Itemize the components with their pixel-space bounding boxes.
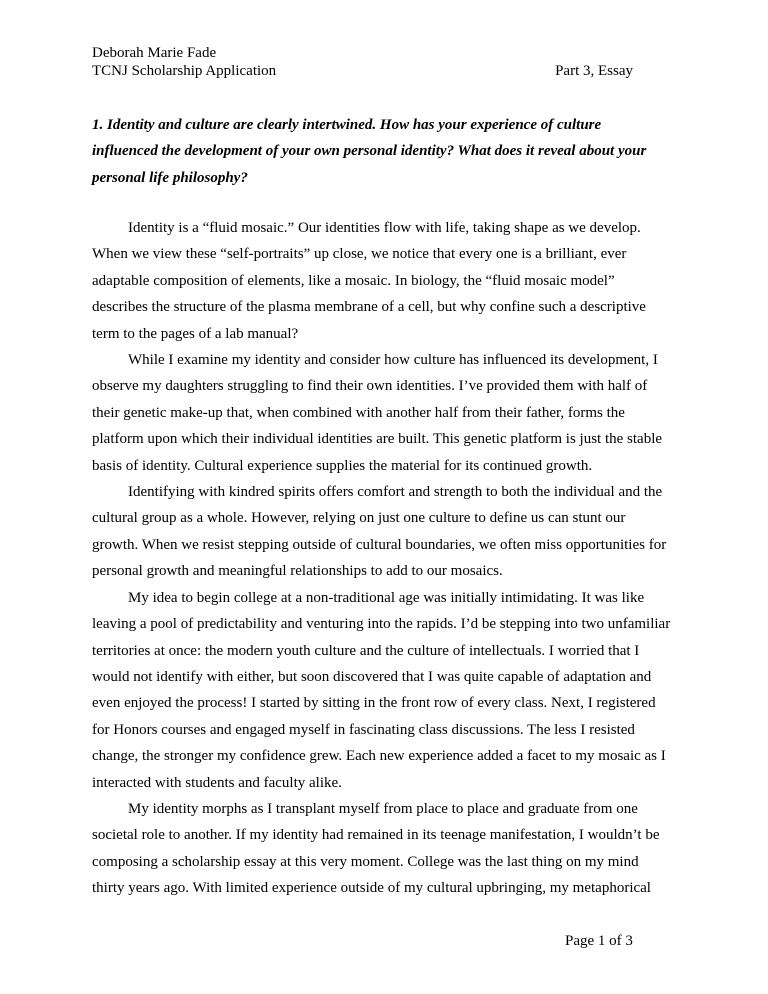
text-line: personal growth and meaningful relationships to add to our mosaics.	[92, 563, 503, 580]
text-line: Identity is a “fluid mosaic.” Our identities flow with life, taking shape as we develop.	[128, 220, 641, 236]
text-line: observe my daughters struggling to find their own identities. I’ve provided them with half of	[92, 378, 648, 395]
text-line: even enjoyed the process! I started by sitting in the front row of every class. Next, I registered	[92, 695, 656, 712]
text-line: territories at once: the modern youth culture and the culture of intellectuals. I worried that I	[92, 642, 640, 659]
text-line: term to the pages of a lab manual?	[92, 325, 299, 342]
text-line: My idea to begin college at a non-traditional age was initially intimidating. It was like	[128, 589, 645, 606]
text-line: When we view these “self-portraits” up close, we notice that every one is a brilliant, ever	[92, 246, 627, 263]
paragraph-3	[92, 479, 692, 585]
paragraph-4	[92, 585, 692, 796]
text-line: leaving a pool of predictability and venturing into the rapids. I’d be stepping into two unfamiliar	[92, 616, 671, 633]
text-line: change, the stronger my confidence grew. Each new experience added a facet to my mosaic as I	[92, 748, 666, 765]
text-line: their genetic make-up that, when combined with another half from their father, forms the	[92, 404, 625, 421]
text-line: cultural group as a whole. However, relying on just one culture to define us can stunt our	[92, 510, 626, 527]
paragraph-2	[92, 347, 692, 479]
essay-question	[92, 112, 692, 191]
paragraph-5	[92, 796, 692, 902]
question-line: influenced the development of your own personal identity? What does it reveal about your	[92, 143, 647, 160]
question-line: personal life philosophy?	[92, 169, 248, 186]
header-line-2	[92, 62, 633, 80]
question-line: 1. Identity and culture are clearly intertwined. How has your experience of culture	[92, 117, 602, 133]
paragraph-1	[92, 215, 692, 347]
text-line: While I examine my identity and consider how culture has influenced its development, I	[128, 352, 658, 369]
text-line: describes the structure of the plasma membrane of a cell, but why confine such a descriptive	[92, 299, 646, 316]
text-line: My identity morphs as I transplant myself from place to place and graduate from one	[128, 800, 638, 817]
header-author: Deborah Marie Fade	[92, 45, 217, 61]
text-line: interacted with students and faculty alike.	[92, 774, 342, 791]
text-line: basis of identity. Cultural experience supplies the material for its continued growth.	[92, 457, 593, 474]
text-line: Identifying with kindred spirits offers comfort and strength to both the individual and the	[128, 484, 663, 501]
text-line: composing a scholarship essay at this very moment. College was the last thing on my mind	[92, 853, 639, 870]
header-application: TCNJ Scholarship Application	[92, 63, 277, 79]
page-number: Page 1 of 3	[565, 933, 633, 949]
text-line: would not identify with either, but soon discovered that I was quite capable of adaptation and	[92, 668, 652, 685]
text-line: for Honors courses and engaged myself in fascinating class discussions. The less I resisted	[92, 721, 635, 738]
text-line: platform upon which their individual identities are built. This genetic platform is just the stable	[92, 431, 663, 448]
text-line: thirty years ago. With limited experience outside of my cultural upbringing, my metaphorical	[92, 880, 651, 897]
text-line: adaptable composition of elements, like a mosaic. In biology, the “fluid mosaic model”	[92, 272, 615, 289]
text-line: growth. When we resist stepping outside of cultural boundaries, we often miss opportunities for	[92, 536, 667, 553]
text-line: societal role to another. If my identity had remained in its teenage manifestation, I wouldn’t be	[92, 827, 660, 844]
header-part: Part 3, Essay	[555, 63, 633, 79]
essay-body	[92, 215, 692, 902]
